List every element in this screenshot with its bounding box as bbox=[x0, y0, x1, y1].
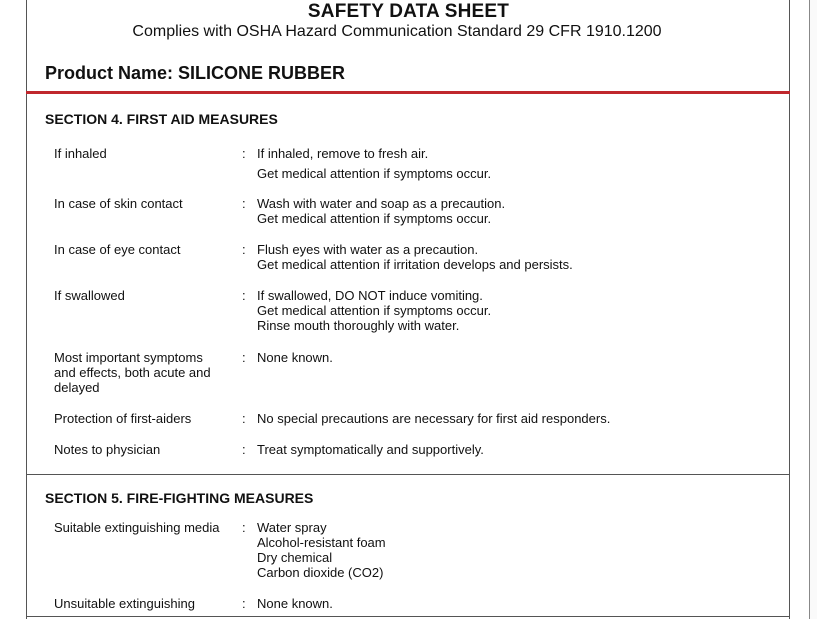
row-value bbox=[257, 242, 777, 272]
row-colon: : bbox=[242, 520, 246, 535]
row-label: In case of eye contact bbox=[54, 242, 181, 257]
value-line: Get medical attention if irritation develops and persists. bbox=[257, 257, 573, 272]
value-line: If inhaled, remove to fresh air. bbox=[257, 146, 429, 161]
row-value bbox=[257, 196, 777, 226]
row-value bbox=[257, 146, 777, 181]
row-value bbox=[257, 442, 777, 457]
value-line: Water spray bbox=[257, 520, 327, 535]
page-bottom-border bbox=[26, 616, 790, 617]
header-divider bbox=[26, 91, 790, 94]
row-colon: : bbox=[242, 411, 246, 426]
row-label: Notes to physician bbox=[54, 442, 161, 457]
value-line: Flush eyes with water as a precaution. bbox=[257, 242, 479, 257]
section-4-heading: SECTION 4. FIRST AID MEASURES bbox=[45, 111, 278, 127]
value-line: No special precautions are necessary for first aid responders. bbox=[257, 411, 611, 426]
value-line: Rinse mouth thoroughly with water. bbox=[257, 318, 460, 333]
value-line: Wash with water and soap as a precaution. bbox=[257, 196, 506, 211]
row-label: If inhaled bbox=[54, 146, 107, 161]
value-line: Dry chemical bbox=[257, 550, 333, 565]
document-subtitle: Complies with OSHA Hazard Communication Standard 29 CFR 1910.1200 bbox=[132, 23, 662, 40]
row-colon: : bbox=[242, 196, 246, 211]
row-colon: : bbox=[242, 242, 246, 257]
row-value bbox=[257, 288, 777, 333]
row-label: In case of skin contact bbox=[54, 196, 183, 211]
label-line: Most important symptoms bbox=[54, 350, 203, 365]
row-label: Protection of first-aiders bbox=[54, 411, 192, 426]
row-value bbox=[257, 350, 777, 365]
value-line: Carbon dioxide (CO2) bbox=[257, 565, 384, 580]
row-value bbox=[257, 596, 777, 611]
row-label: Unsuitable extinguishing bbox=[54, 596, 195, 611]
row-label bbox=[54, 350, 234, 395]
row-colon: : bbox=[242, 350, 246, 365]
section-5-heading: SECTION 5. FIRE-FIGHTING MEASURES bbox=[45, 490, 314, 506]
value-line: If swallowed, DO NOT induce vomiting. bbox=[257, 288, 483, 303]
value-line: Treat symptomatically and supportively. bbox=[257, 442, 484, 457]
row-colon: : bbox=[242, 442, 246, 457]
value-line: Get medical attention if symptoms occur. bbox=[257, 211, 492, 226]
value-line: None known. bbox=[257, 350, 333, 365]
value-line: None known. bbox=[257, 596, 333, 611]
value-line: Alcohol-resistant foam bbox=[257, 535, 386, 550]
label-line: and effects, both acute and bbox=[54, 365, 211, 380]
row-label: If swallowed bbox=[54, 288, 125, 303]
row-colon: : bbox=[242, 288, 246, 303]
row-label: Suitable extinguishing media bbox=[54, 520, 220, 535]
document-title: SAFETY DATA SHEET bbox=[307, 1, 510, 22]
row-colon: : bbox=[242, 146, 246, 161]
label-line: delayed bbox=[54, 380, 100, 395]
product-name: Product Name: SILICONE RUBBER bbox=[45, 63, 346, 83]
row-value bbox=[257, 411, 777, 426]
row-value bbox=[257, 520, 777, 580]
row-colon: : bbox=[242, 596, 246, 611]
value-line: Get medical attention if symptoms occur. bbox=[257, 303, 492, 318]
value-line: Get medical attention if symptoms occur. bbox=[257, 166, 492, 181]
scrollbar[interactable] bbox=[809, 0, 817, 619]
section-divider bbox=[26, 474, 790, 475]
